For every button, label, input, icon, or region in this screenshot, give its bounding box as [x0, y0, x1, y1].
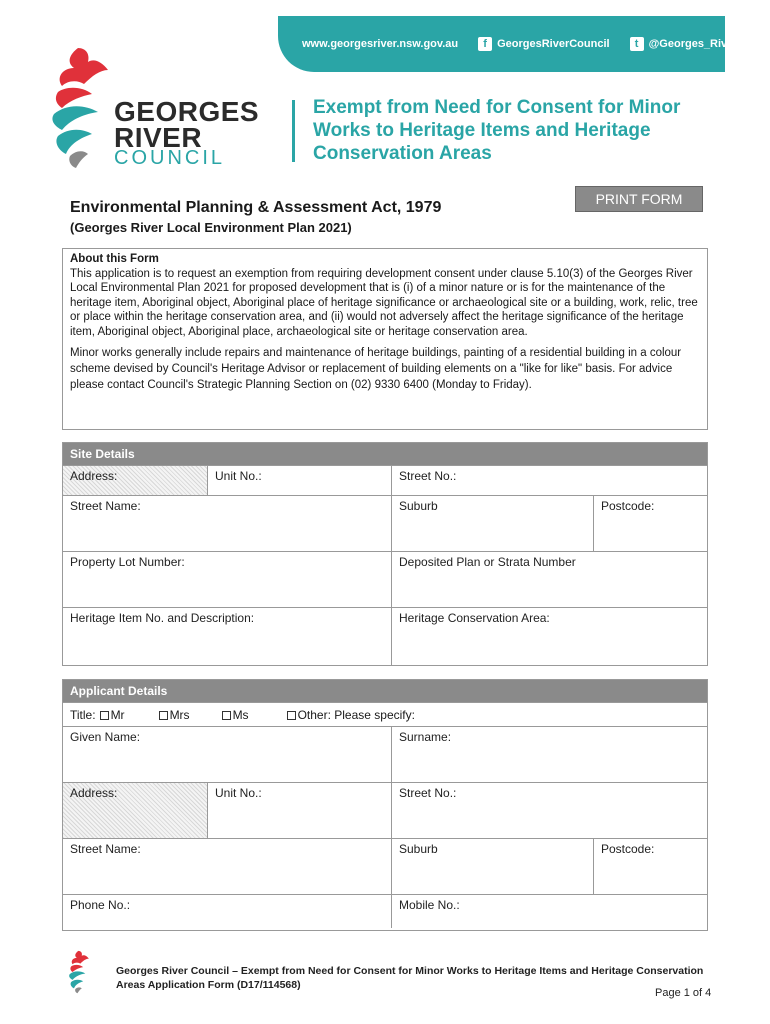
deposited-plan-field[interactable]: Deposited Plan or Strata Number — [391, 552, 707, 607]
checkbox-icon[interactable] — [100, 711, 109, 720]
site-street-no-field[interactable]: Street No.: — [391, 466, 707, 495]
logo-word-river: RIVER — [114, 122, 203, 153]
title-mr-option[interactable]: Mr — [100, 708, 125, 722]
about-paragraph-1: This application is to request an exemption from requiring development consent under clause 5.10(3) of the Georges River Local Environmental Plan 2021 for proposed development that is (i) of a minor nature or is for the maintenance of the heritage item, Aboriginal object, Aboriginal place of heritage significance or archaeological site or a building, work, relic, tree or place within the heritage conservation area, and (ii) would not adversely affect the heritage significance of the heritage item, Aboriginal object, Aboriginal place, archaeological site or heritage conservation area. — [70, 267, 698, 338]
title-other-option[interactable]: Other: Please specify: — [287, 708, 415, 722]
site-details-section — [62, 442, 708, 666]
given-name-field[interactable]: Given Name: — [70, 730, 141, 744]
act-subtitle: (Georges River Local Environment Plan 2021) — [70, 220, 352, 235]
site-details-heading: Site Details — [63, 443, 707, 465]
title-mrs-option[interactable]: Mrs — [159, 708, 190, 722]
logo-word-council: COUNCIL — [114, 147, 226, 169]
twitter-icon: t — [630, 37, 644, 51]
applicant-street-no-field[interactable]: Street No.: — [391, 783, 707, 838]
logo-word-georges: GEORGES — [114, 96, 260, 127]
print-form-button[interactable]: PRINT FORM — [575, 186, 703, 212]
site-postcode-field[interactable]: Postcode: — [593, 496, 707, 551]
applicant-details-section — [62, 679, 708, 931]
checkbox-icon[interactable] — [287, 711, 296, 720]
website-link[interactable]: www.georgesriver.nsw.gov.au — [302, 38, 459, 50]
dragon-logo-icon — [48, 40, 118, 170]
title-row — [63, 702, 707, 726]
surname-field[interactable]: Surname: — [391, 727, 707, 782]
applicant-details-heading: Applicant Details — [63, 680, 707, 702]
about-paragraph-2: Minor works generally include repairs and maintenance of heritage buildings, painting of a residential building in a colour scheme devised by Council's Heritage Advisor or replacement of building elements on a "like for like" basis. For advice please contact Council's Strategic Planning Section on (02) 9330 6400 (Monday to Friday). — [70, 347, 682, 391]
header-banner — [278, 16, 738, 72]
council-logo — [48, 40, 258, 170]
phone-number-field[interactable]: Phone No.: — [70, 898, 131, 912]
facebook-link[interactable]: f GeorgesRiverCouncil — [478, 37, 609, 51]
act-title: Environmental Planning & Assessment Act, 1979 — [70, 199, 442, 216]
applicant-suburb-field[interactable]: Suburb — [391, 839, 593, 894]
title-label: Title: — [70, 707, 96, 722]
heritage-item-field[interactable]: Heritage Item No. and Description: — [70, 611, 255, 625]
checkbox-icon[interactable] — [159, 711, 168, 720]
title-divider — [292, 100, 295, 162]
site-street-name-field[interactable]: Street Name: — [70, 499, 141, 513]
twitter-link[interactable]: t @Georges_River — [630, 37, 738, 51]
site-unit-no-field[interactable]: Unit No.: — [207, 466, 391, 495]
heritage-conservation-area-field[interactable]: Heritage Conservation Area: — [391, 608, 707, 665]
applicant-street-name-field[interactable]: Street Name: — [70, 842, 141, 856]
applicant-unit-no-field[interactable]: Unit No.: — [207, 783, 391, 838]
footer-logo-icon — [60, 948, 100, 994]
about-heading: About this Form — [70, 253, 159, 265]
site-address-label: Address: — [63, 466, 207, 495]
facebook-icon: f — [478, 37, 492, 51]
applicant-postcode-field[interactable]: Postcode: — [593, 839, 707, 894]
title-ms-option[interactable]: Ms — [222, 708, 249, 722]
mobile-number-field[interactable]: Mobile No.: — [391, 895, 707, 928]
applicant-address-label: Address: — [63, 783, 207, 838]
property-lot-number-field[interactable]: Property Lot Number: — [70, 555, 185, 569]
footer-text: Georges River Council – Exempt from Need for Consent for Minor Works to Heritage Items and Heritage Conservation Areas Application Form (D17/114568) — [116, 965, 704, 991]
about-form-box — [62, 248, 708, 430]
document-title: Exempt from Need for Consent for Minor Works to Heritage Items and Heritage Conservation Areas — [313, 97, 681, 164]
checkbox-icon[interactable] — [222, 711, 231, 720]
page-number: Page 1 of 4 — [655, 987, 712, 999]
site-suburb-field[interactable]: Suburb — [391, 496, 593, 551]
